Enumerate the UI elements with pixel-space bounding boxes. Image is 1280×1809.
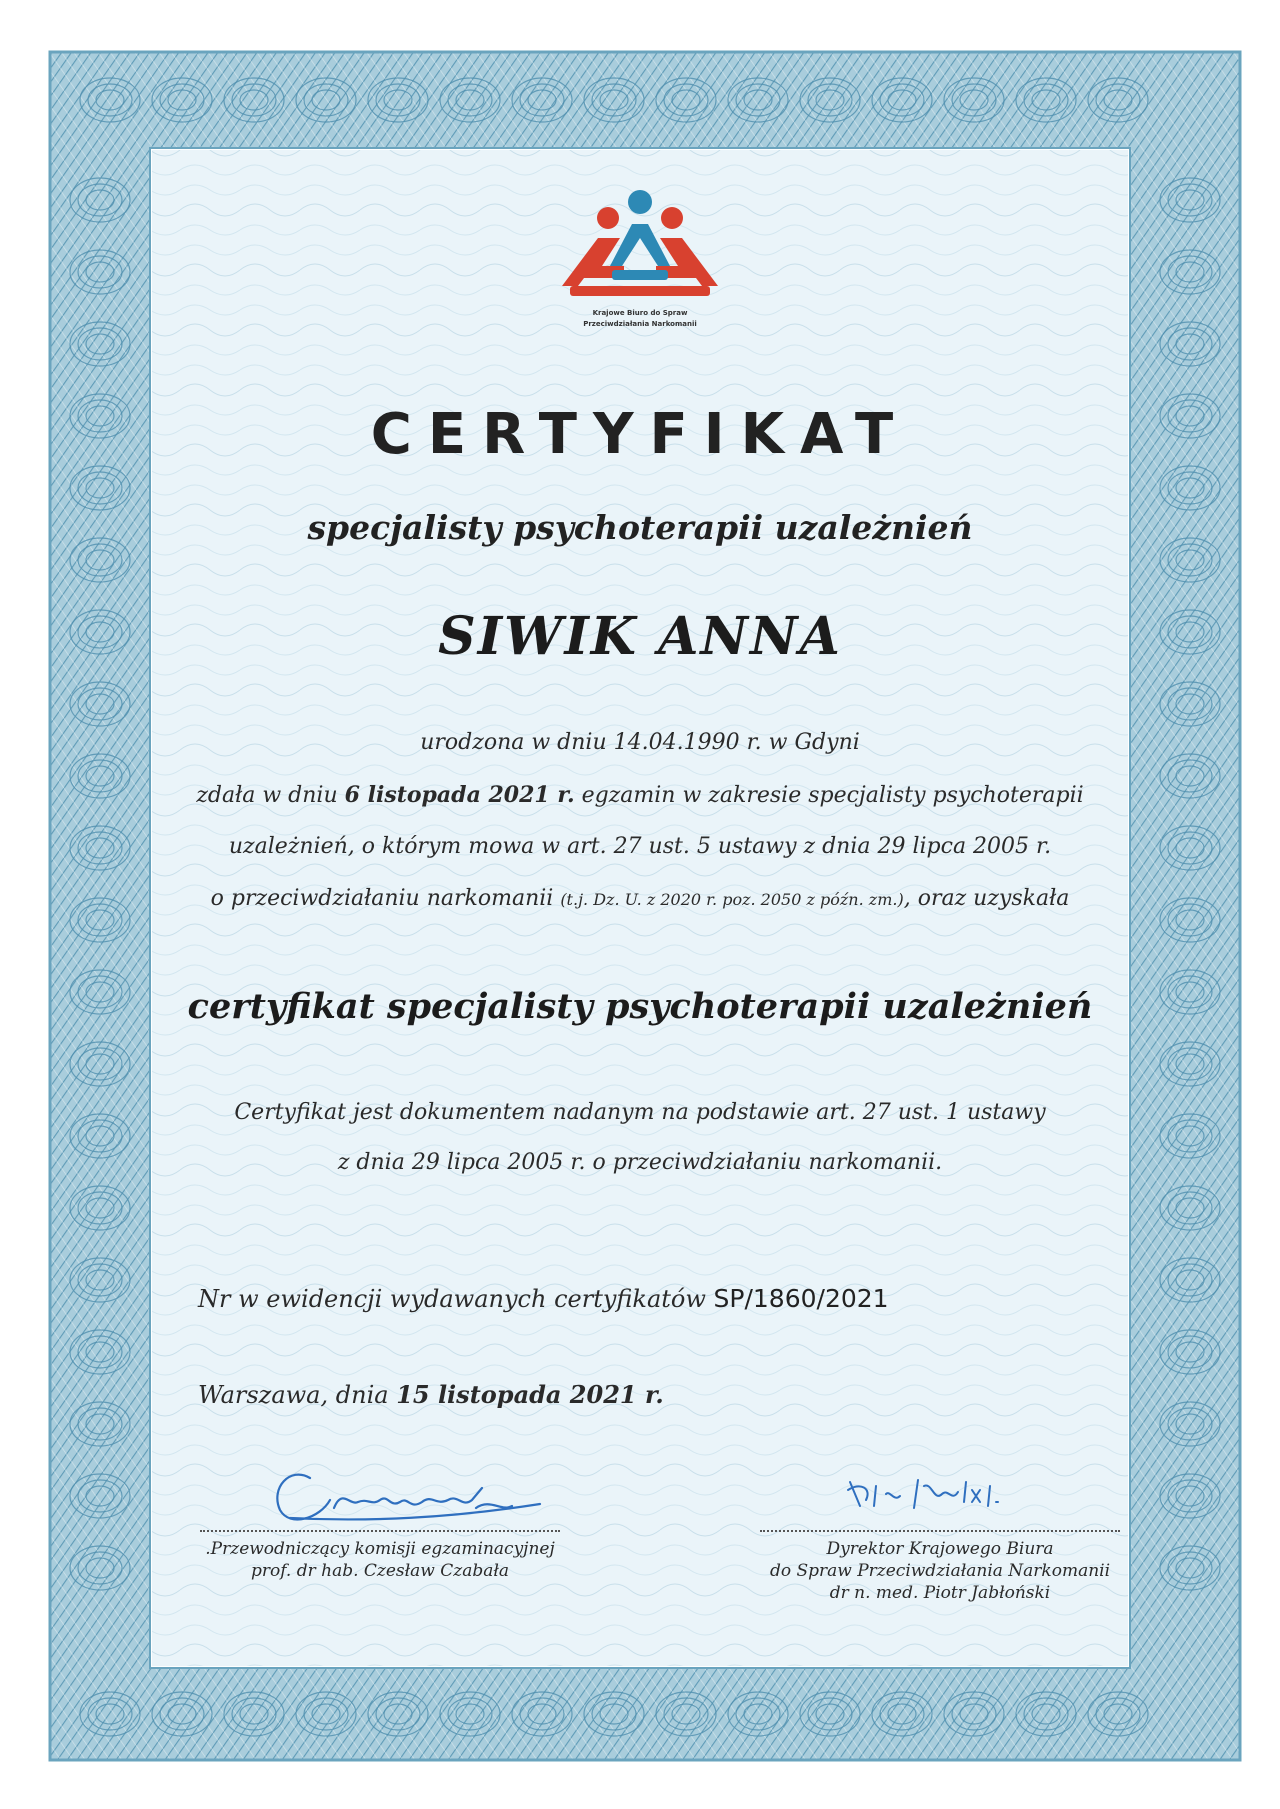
exam-date: 6 listopada 2021 r. <box>344 782 575 808</box>
birth-line: urodzona w dniu 14.04.1990 r. w Gdyni <box>420 730 860 755</box>
place-date-pre: Warszawa, dnia <box>198 1381 397 1409</box>
issue-date: 15 listopada 2021 r. <box>396 1380 664 1409</box>
left-signature-line <box>200 1530 560 1532</box>
logo-caption-line2: Przeciwdziałania Narkomanii <box>583 320 697 328</box>
logo-caption <box>520 308 760 330</box>
right-signature <box>830 1462 1030 1522</box>
registry-line <box>198 1284 889 1313</box>
left-signer-role: .Przewodniczący komisji egzaminacyjnej <box>205 1539 555 1559</box>
right-signer-role-2: do Spraw Przeciwdziałania Narkomanii <box>769 1561 1111 1581</box>
right-signer-role-1: Dyrektor Krajowego Biura <box>826 1539 1054 1559</box>
basis-line-2: z dnia 29 lipca 2005 r. o przeciwdziałaniu narkomanii. <box>337 1150 943 1175</box>
exam-line-post: egzamin w zakresie specjalisty psychoterapii <box>574 783 1084 808</box>
certificate-title: CERTYFIKAT <box>370 402 910 467</box>
logo-caption-line1: Krajowe Biuro do Spraw <box>592 309 688 317</box>
certificate-subtitle: specjalisty psychoterapii uzależnień <box>307 508 973 547</box>
exam-line <box>0 782 1280 808</box>
act-line-pre: o przeciwdziałaniu narkomanii <box>210 886 561 911</box>
act-line <box>0 886 1280 911</box>
registry-label: Nr w ewidencji wydawanych certyfikatów <box>198 1285 714 1313</box>
logo-head-left <box>597 207 619 229</box>
left-signature-block <box>200 1530 560 1582</box>
certificate-name: certyfikat specjalisty psychoterapii uzależnień <box>187 986 1093 1027</box>
left-signer-name: prof. dr hab. Czesław Czabała <box>250 1561 510 1581</box>
legal-basis-line: uzależnień, o którym mowa w art. 27 ust. 5 ustawy z dnia 29 lipca 2005 r. <box>228 834 1052 859</box>
basis-line-1: Certyfikat jest dokumentem nadanym na podstawie art. 27 ust. 1 ustawy <box>234 1100 1046 1125</box>
logo-head-center <box>628 190 652 214</box>
registry-number: SP/1860/2021 <box>713 1284 889 1313</box>
place-date-line <box>198 1380 664 1409</box>
right-signature-line <box>760 1530 1120 1532</box>
right-signer-name: dr n. med. Piotr Jabłoński <box>829 1583 1051 1603</box>
exam-line-pre: zdała w dniu <box>196 783 345 808</box>
left-signature <box>250 1448 570 1538</box>
right-signature-block <box>760 1530 1120 1604</box>
recipient-name: SIWIK ANNA <box>438 606 842 667</box>
act-line-post: , oraz uzyskała <box>903 886 1070 911</box>
logo-head-right <box>661 207 683 229</box>
act-reference: (t.j. Dz. U. z 2020 r. poz. 2050 z późn. zm.) <box>560 890 904 909</box>
